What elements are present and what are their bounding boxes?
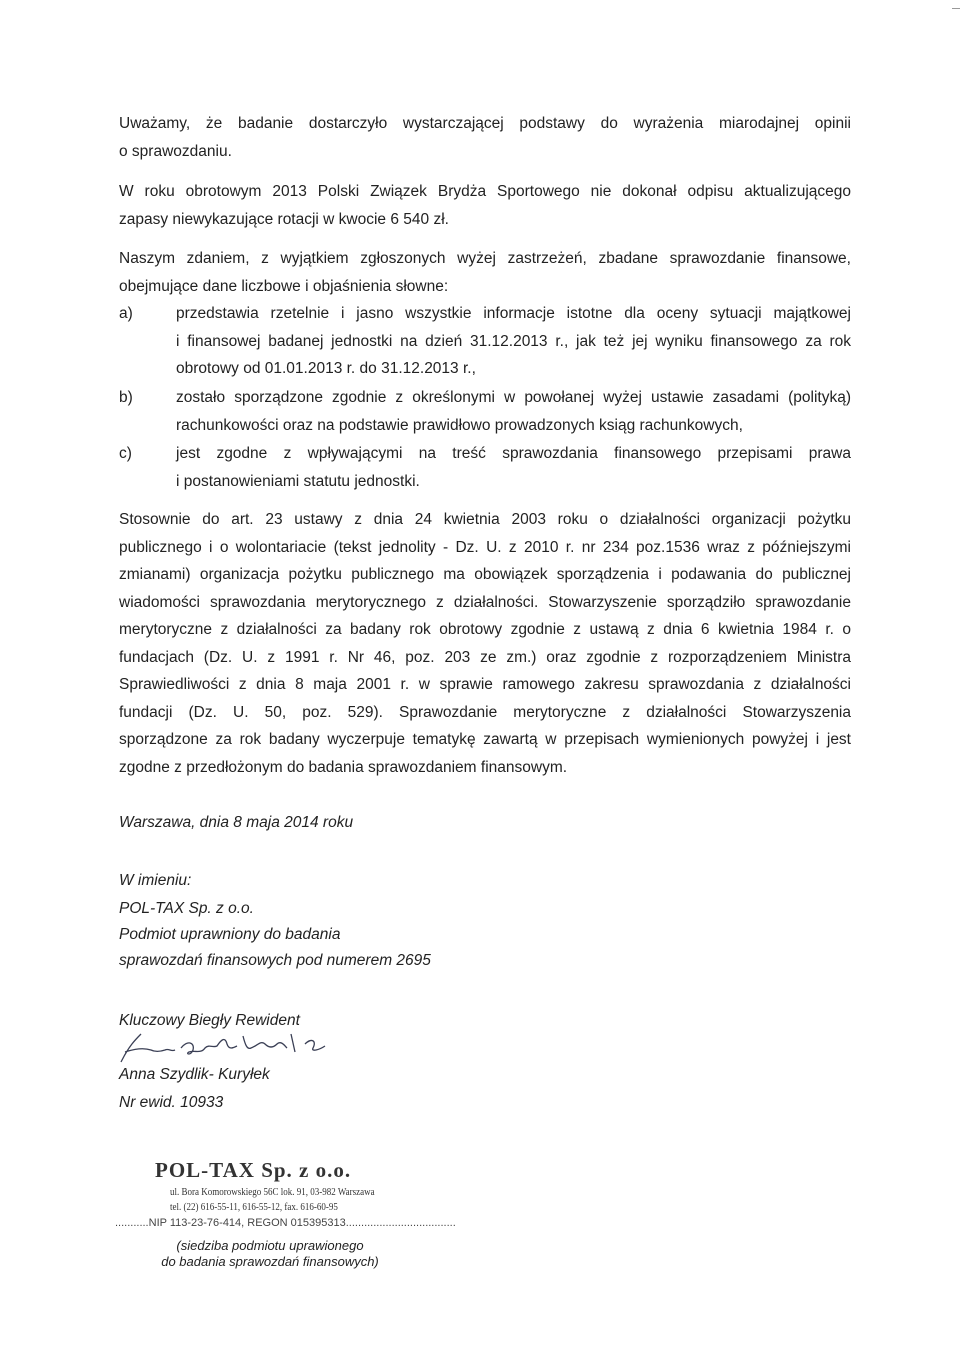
paragraph-public-benefit bbox=[119, 506, 851, 781]
text-line: obejmujące dane liczbowe i objaśnienia słowne: bbox=[119, 277, 449, 295]
stamp-phone: tel. (22) 616-55-11, 616-55-12, fax. 616-60-95 bbox=[170, 1202, 338, 1213]
text-line: wiadomości sprawozdania merytorycznego z działalności. Stowarzyszenie sporządziło sprawozdanie bbox=[119, 593, 851, 611]
text-line: sporządzone za rok badany wyczerpuje tematykę zawartą w przepisach wymienionych powyżej i jest bbox=[119, 731, 851, 748]
stamp-address: ul. Bora Komorowskiego 56C lok. 91, 03-982 Warszawa bbox=[170, 1187, 375, 1198]
text-line: Naszym zdaniem, z wyjątkiem zgłoszonych wyżej zastrzeżeń, zbadane sprawozdanie finansowe, bbox=[119, 250, 851, 267]
text-line: Stosownie do art. 23 ustawy z dnia 24 kwietnia 2003 roku o działalności organizacji pożytku bbox=[119, 511, 851, 528]
text-line: Uważamy, że badanie dostarczyło wystarczającej podstawy do wyrażenia miarodajnej opinii bbox=[119, 115, 851, 132]
list-marker: c) bbox=[119, 445, 132, 462]
paragraph-reservation bbox=[119, 178, 851, 233]
on-behalf-label: W imieniu: bbox=[119, 872, 192, 889]
stamp-title: POL-TAX Sp. z o.o. bbox=[155, 1158, 352, 1182]
text-line: zgodne z przedłożonym do badania sprawozdaniem finansowym. bbox=[119, 758, 568, 776]
list-marker: b) bbox=[119, 389, 133, 406]
caption-line: do badania sprawozdań finansowych) bbox=[161, 1254, 379, 1269]
text-line: jest zgodne z wpływającymi na treść sprawozdania finansowego przepisami prawa bbox=[176, 445, 851, 462]
auditor-role: Kluczowy Biegły Rewident bbox=[119, 1012, 300, 1029]
paragraph-opinion-basis bbox=[119, 110, 851, 165]
text-line: zostało sporządzone zgodnie z określonymi w powołanej wyżej ustawie zasadami (polityką) bbox=[176, 389, 851, 406]
text-line: fundacjach (Dz. U. z 1991 r. Nr 46, poz. 203 ze zm.) oraz zgodnie z rozporządzeniem Ministra bbox=[119, 648, 851, 666]
dotted-leader: ........... bbox=[115, 1217, 149, 1229]
company-name: POL-TAX Sp. z o.o. bbox=[119, 900, 254, 917]
text-line: fundacji (Dz. U. 50, poz. 529). Sprawozdanie merytoryczne z działalności Stowarzyszenia bbox=[119, 703, 851, 721]
text-line: o sprawozdaniu. bbox=[119, 142, 232, 160]
auditor-reg-number: Nr ewid. 10933 bbox=[119, 1094, 224, 1111]
text-line: zapasy niewykazujące rotacji w kwocie 6 540 zł. bbox=[119, 210, 449, 228]
text-line: i finansowej badanej jednostki na dzień 31.12.2013 r., jak też jej wyniku finansowego za rok bbox=[176, 332, 851, 350]
auditor-name: Anna Szydlik- Kuryłek bbox=[119, 1066, 270, 1083]
place-date: Warszawa, dnia 8 maja 2014 roku bbox=[119, 814, 354, 831]
text-line: Sprawiedliwości z dnia 8 maja 2001 r. w sprawie ramowego zakresu sprawozdania z działalności bbox=[119, 676, 851, 693]
dotted-leader: .................................... bbox=[345, 1217, 456, 1229]
text-line: W roku obrotowym 2013 Polski Związek Brydża Sportowego nie dokonał odpisu aktualizującego bbox=[119, 183, 851, 200]
caption-line: (siedziba podmiotu uprawionego bbox=[176, 1238, 364, 1253]
text-line: rachunkowości oraz na podstawie prawidłowo prowadzonych ksiąg rachunkowych, bbox=[176, 416, 743, 434]
text-line: publicznego i o wolontariacie (tekst jednolity - Dz. U. z 2010 r. nr 234 poz.1536 wraz z późniejszymi bbox=[119, 538, 851, 556]
text-line: przedstawia rzetelnie i jasno wszystkie informacje istotne dla oceny sytuacji majątkowej bbox=[176, 305, 851, 322]
text-line: merytoryczne z działalności za badany rok obrotowy zgodnie z ustawą z dnia 6 kwietnia 1984 r. o bbox=[119, 621, 851, 638]
entity-registration: sprawozdań finansowych pod numerem 2695 bbox=[119, 952, 431, 969]
text-line: zmianami) organizacja pożytku publicznego ma obowiązek sporządzenia i podawania do publicznej bbox=[119, 566, 851, 583]
text-line: i postanowieniami statutu jednostki. bbox=[176, 472, 420, 490]
paragraph-opinion bbox=[119, 245, 851, 300]
text-line: obrotowy od 01.01.2013 r. do 31.12.2013 r., bbox=[176, 360, 476, 377]
list-marker: a) bbox=[119, 305, 133, 322]
company-stamp bbox=[115, 1158, 515, 1229]
entity-description: Podmiot uprawniony do badania bbox=[119, 926, 341, 943]
stamp-ids: NIP 113-23-76-414, REGON 015395313 bbox=[148, 1217, 346, 1229]
stamp-caption bbox=[160, 1238, 380, 1270]
scan-edge-mark bbox=[952, 8, 960, 9]
stamp-ids-line bbox=[115, 1217, 515, 1229]
